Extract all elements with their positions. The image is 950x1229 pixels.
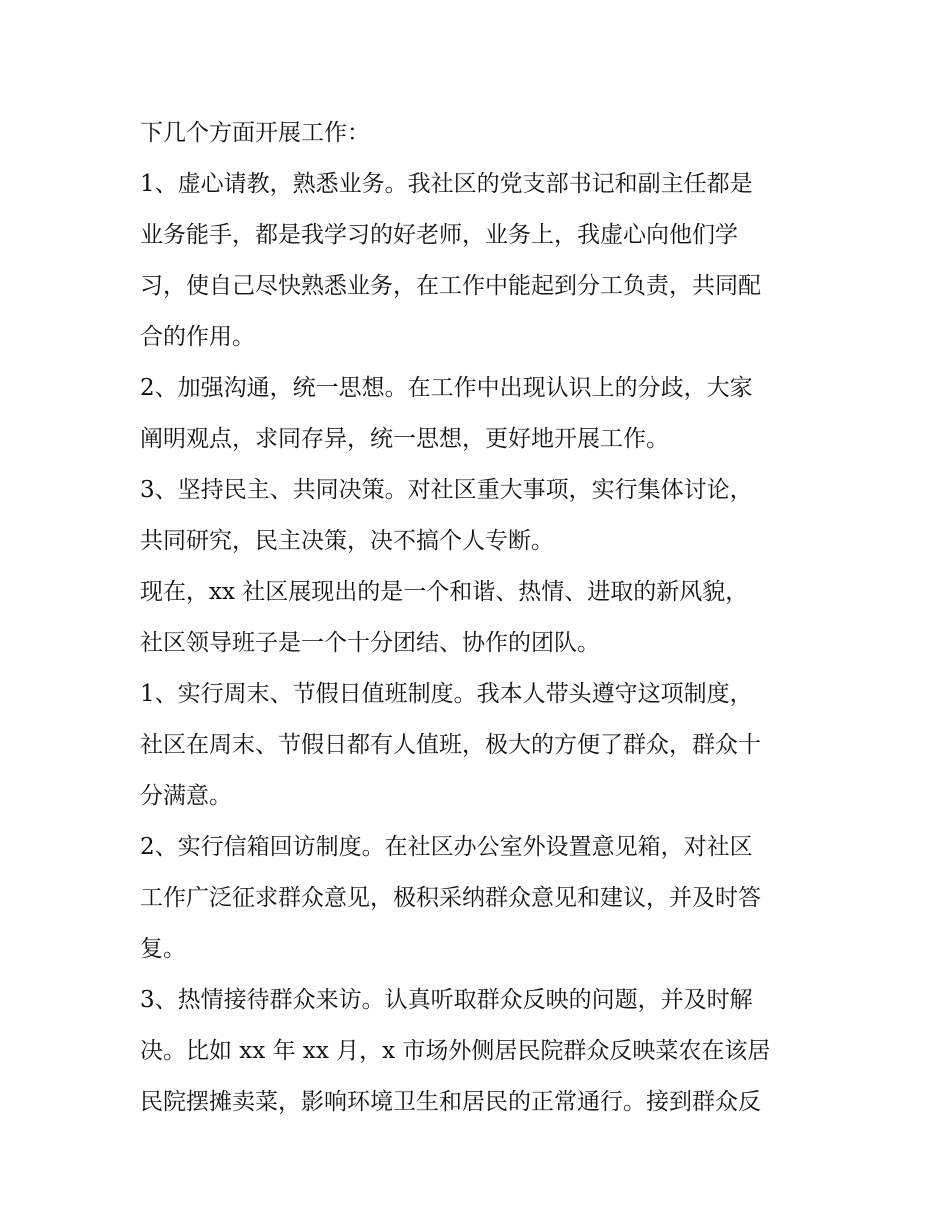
text-line-13: 社区在周末、节假日都有人值班，极大的方便了群众，群众十 xyxy=(140,732,761,758)
document-body xyxy=(140,108,820,1128)
text-line-17: 复。 xyxy=(140,936,186,962)
text-line-3: 业务能手，都是我学习的好老师，业务上，我虚心向他们学 xyxy=(140,222,738,248)
text-line-8: 3、坚持民主、共同决策。对社区重大事项，实行集体讨论， xyxy=(140,477,753,503)
text-line-11: 社区领导班子是一个十分团结、协作的团队。 xyxy=(140,630,600,656)
text-line-15: 2、实行信箱回访制度。在社区办公室外设置意见箱，对社区 xyxy=(140,834,753,860)
text-line-1: 下几个方面开展工作： xyxy=(140,120,370,146)
text-line-4: 习，使自己尽快熟悉业务，在工作中能起到分工负责，共同配 xyxy=(140,273,761,299)
text-line-5: 合的作用。 xyxy=(140,324,255,350)
text-line-2: 1、虚心请教，熟悉业务。我社区的党支部书记和副主任都是 xyxy=(140,171,753,197)
text-line-20: 民院摆摊卖菜，影响环境卫生和居民的正常通行。接到群众反 xyxy=(140,1089,761,1115)
text-line-7: 阐明观点，求同存异，统一思想，更好地开展工作。 xyxy=(140,426,669,452)
text-line-18: 3、热情接待群众来访。认真听取群众反映的问题，并及时解 xyxy=(140,987,753,1013)
text-line-19: 决。比如 xx 年 xx 月，x 市场外侧居民院群众反映菜农在该居 xyxy=(140,1038,771,1064)
text-line-12: 1、实行周末、节假日值班制度。我本人带头遵守这项制度， xyxy=(140,681,753,707)
text-line-16: 工作广泛征求群众意见，极积采纳群众意见和建议，并及时答 xyxy=(140,885,761,911)
text-line-10: 现在，xx 社区展现出的是一个和谐、热情、进取的新风貌， xyxy=(140,579,749,605)
text-line-14: 分满意。 xyxy=(140,783,232,809)
text-line-9: 共同研究，民主决策，决不搞个人专断。 xyxy=(140,528,554,554)
text-line-6: 2、加强沟通，统一思想。在工作中出现认识上的分歧，大家 xyxy=(140,375,753,401)
